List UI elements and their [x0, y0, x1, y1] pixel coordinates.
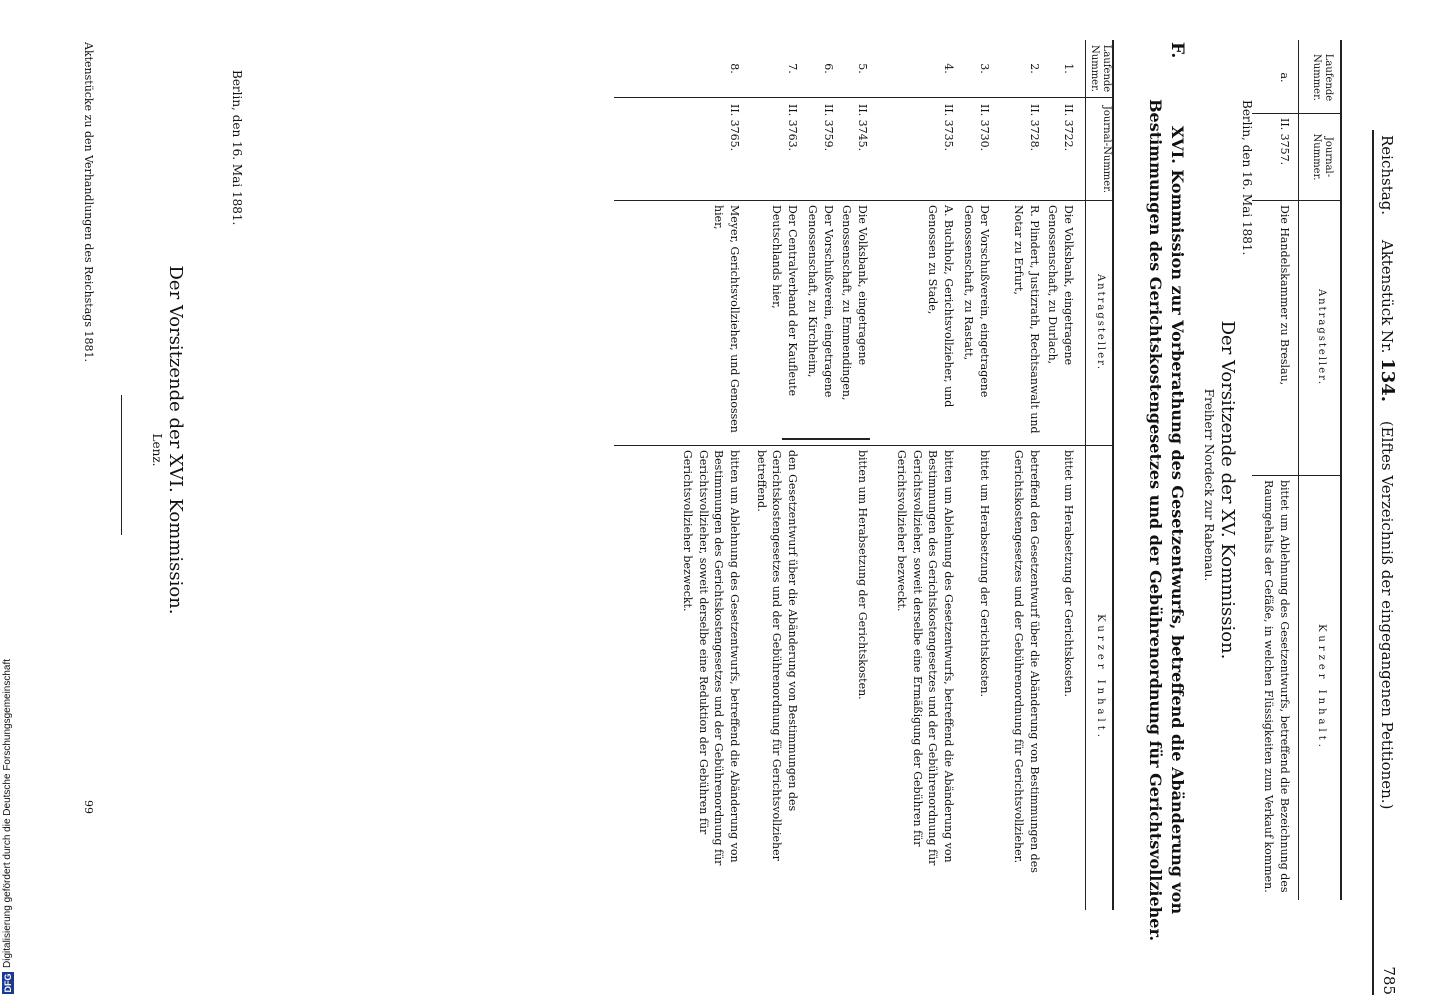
sign1-date: Berlin, den 16. Mai 1881.: [1240, 100, 1254, 256]
row-journal: II. 3765.: [728, 104, 741, 152]
row-journal: II. 3728.: [1028, 104, 1041, 152]
sign2-title: Der Vorsitzende der XVI. Kommission.: [165, 265, 186, 615]
header-left: Reichstag.: [1378, 135, 1396, 216]
col-header-laufende: Laufende Nummer.: [1089, 44, 1112, 93]
row-inhalt: den Gesetzentwurf über die Abänderung von Bestimmungen des Gerichtskostengesetzes und der Gebührenordnung für Gerichtsvollzieher betreffend.: [755, 450, 799, 861]
col-header-journal: Journal-Nummer.: [1311, 133, 1334, 181]
col-header-journal: Journal-Nummer.: [1101, 105, 1112, 194]
row-journal: II. 3763.: [786, 104, 799, 152]
row-number: 4.: [942, 63, 955, 74]
row-inhalt: bittet um Herabsetzung der Gerichtskosten.: [978, 450, 991, 698]
row-inhalt: bitten um Ablehnung des Gesetzentwurfs, betreffend die Abänderung von Bestimmungen des Gerichtskostengesetzes und der Gebührenordnung für Gerichtsvollzieher, soweit derselbe eine Reduktion der Gebühren für Gerichtsvollzieher bezweckt.: [681, 450, 741, 866]
row-journal: II. 3745.: [856, 104, 869, 152]
col-header-laufende: Laufende Nummer.: [1311, 53, 1334, 102]
section-letter: F.: [1167, 42, 1187, 59]
sign2-date: Berlin, den 16. Mai 1881.: [230, 70, 244, 226]
row-antragsteller: A. Buchholz, Gerichtsvollzieher, und Genossen zu Stade,: [926, 205, 955, 408]
row-number: 2.: [1028, 63, 1041, 74]
sign1-title: Der Vorsitzende der XV. Kommission.: [1217, 320, 1238, 660]
col-header-inhalt: Kurzer Inhalt.: [1316, 624, 1327, 751]
row-antragsteller: Der Centralverband der Kaufleute Deutschlands hier,: [770, 205, 799, 397]
footer-page-number: 99: [82, 800, 95, 814]
dfg-logo: DFG: [3, 973, 13, 993]
section-title: XVI. Kommission zur Vorberathung des Gesetzentwurfs, betreffend die Abänderung von Bestimmungen des Gerichtskostengesetzes und der Gebührenordnung für Gerichtsvollzieher.: [1146, 98, 1187, 942]
page-number: 785: [1380, 966, 1398, 995]
row-number: 3.: [978, 63, 991, 74]
row-antragsteller: Die Handelskammer zu Breslau,: [1278, 205, 1291, 386]
row-inhalt: bittet um Ablehnung des Gesetzentwurfs, betreffend die Bezeichnung des Raumgehalts der Gefäße, in welchen Flüssigkeiten zum Verkauf kommen.: [1262, 480, 1291, 893]
row-antragsteller: Die Volksbank, eingetragene Genossenschaft, zu Durlach,: [1046, 205, 1075, 366]
sign1-name: Freiherr Nordeck zur Rabenau.: [1202, 388, 1216, 582]
header-center: Aktenstück Nr.: [1378, 239, 1396, 354]
footer-left: Aktenstücke zu den Verhandlungen des Reichstags 1881.: [82, 42, 95, 362]
row-inhalt: bitten um Ablehnung des Gesetzentwurfs, betreffend die Abänderung von Bestimmungen des Gerichtskostengesetzes und der Gebührenordnung für Gerichtsvollzieher, soweit derselbe eine Ermäßigung der Gebühren für Gerichtsvollzieher bezweckt.: [895, 450, 955, 866]
row-journal: II. 3759.: [822, 104, 835, 152]
row-journal: II. 3722.: [1062, 104, 1075, 152]
row-number: a.: [1278, 72, 1291, 83]
footer-rule: [121, 395, 122, 535]
row-antragsteller: R. Plindert, Justizrath, Rechtsanwalt und Notar zu Erfurt,: [1012, 205, 1041, 434]
row-number: 7.: [786, 63, 799, 74]
row-journal: II. 3730.: [978, 104, 991, 152]
digitization-text: Digitalisierung gefördert durch die Deutsche Forschungsgemeinschaft: [2, 658, 13, 968]
row-antragsteller: Die Volksbank, eingetragene Genossenschaft, zu Emmendingen,: [840, 205, 869, 401]
digitization-sidebar: [0, 0, 28, 1000]
sign2-name: Lenz.: [150, 433, 164, 467]
row-antragsteller: Der Vorschußverein, eingetragene Genossenschaft, zu Kirchheim,: [806, 205, 835, 398]
row-inhalt: betreffend den Gesetzentwurf über die Abänderung von Bestimmungen des Gerichtskostengesetzes und der Gebührenordnung für Gerichtsvollzieher.: [1012, 450, 1041, 873]
page-header: [1376, 135, 1398, 995]
row-number: 8.: [728, 63, 741, 74]
row-inhalt: bittet um Herabsetzung der Gerichtskosten.: [1062, 450, 1075, 698]
header-rule: [1372, 130, 1374, 995]
col-header-antragsteller: Antragsteller.: [1095, 273, 1106, 372]
col-header-inhalt: Kurzer Inhalt.: [1095, 614, 1106, 741]
header-number: 134.: [1377, 358, 1398, 403]
row-antragsteller: Der Vorschußverein, eingetragene Genossenschaft, zu Rastatt,: [962, 205, 991, 398]
row-inhalt: bitten um Herabsetzung der Gerichtskosten.: [856, 450, 869, 700]
row-number: 5.: [856, 63, 869, 74]
row-journal: II. 3757.: [1278, 118, 1291, 166]
row-number: 6.: [822, 63, 835, 74]
header-right: (Elftes Verzeichniß der eingegangenen Petitionen.): [1378, 420, 1396, 810]
col-header-antragsteller: Antragsteller.: [1316, 288, 1327, 387]
row-antragsteller: Meyer, Gerichtsvollzieher, und Genossen hier,: [712, 205, 741, 433]
row-journal: II. 3735.: [942, 104, 955, 152]
row-number: 1.: [1062, 63, 1075, 74]
